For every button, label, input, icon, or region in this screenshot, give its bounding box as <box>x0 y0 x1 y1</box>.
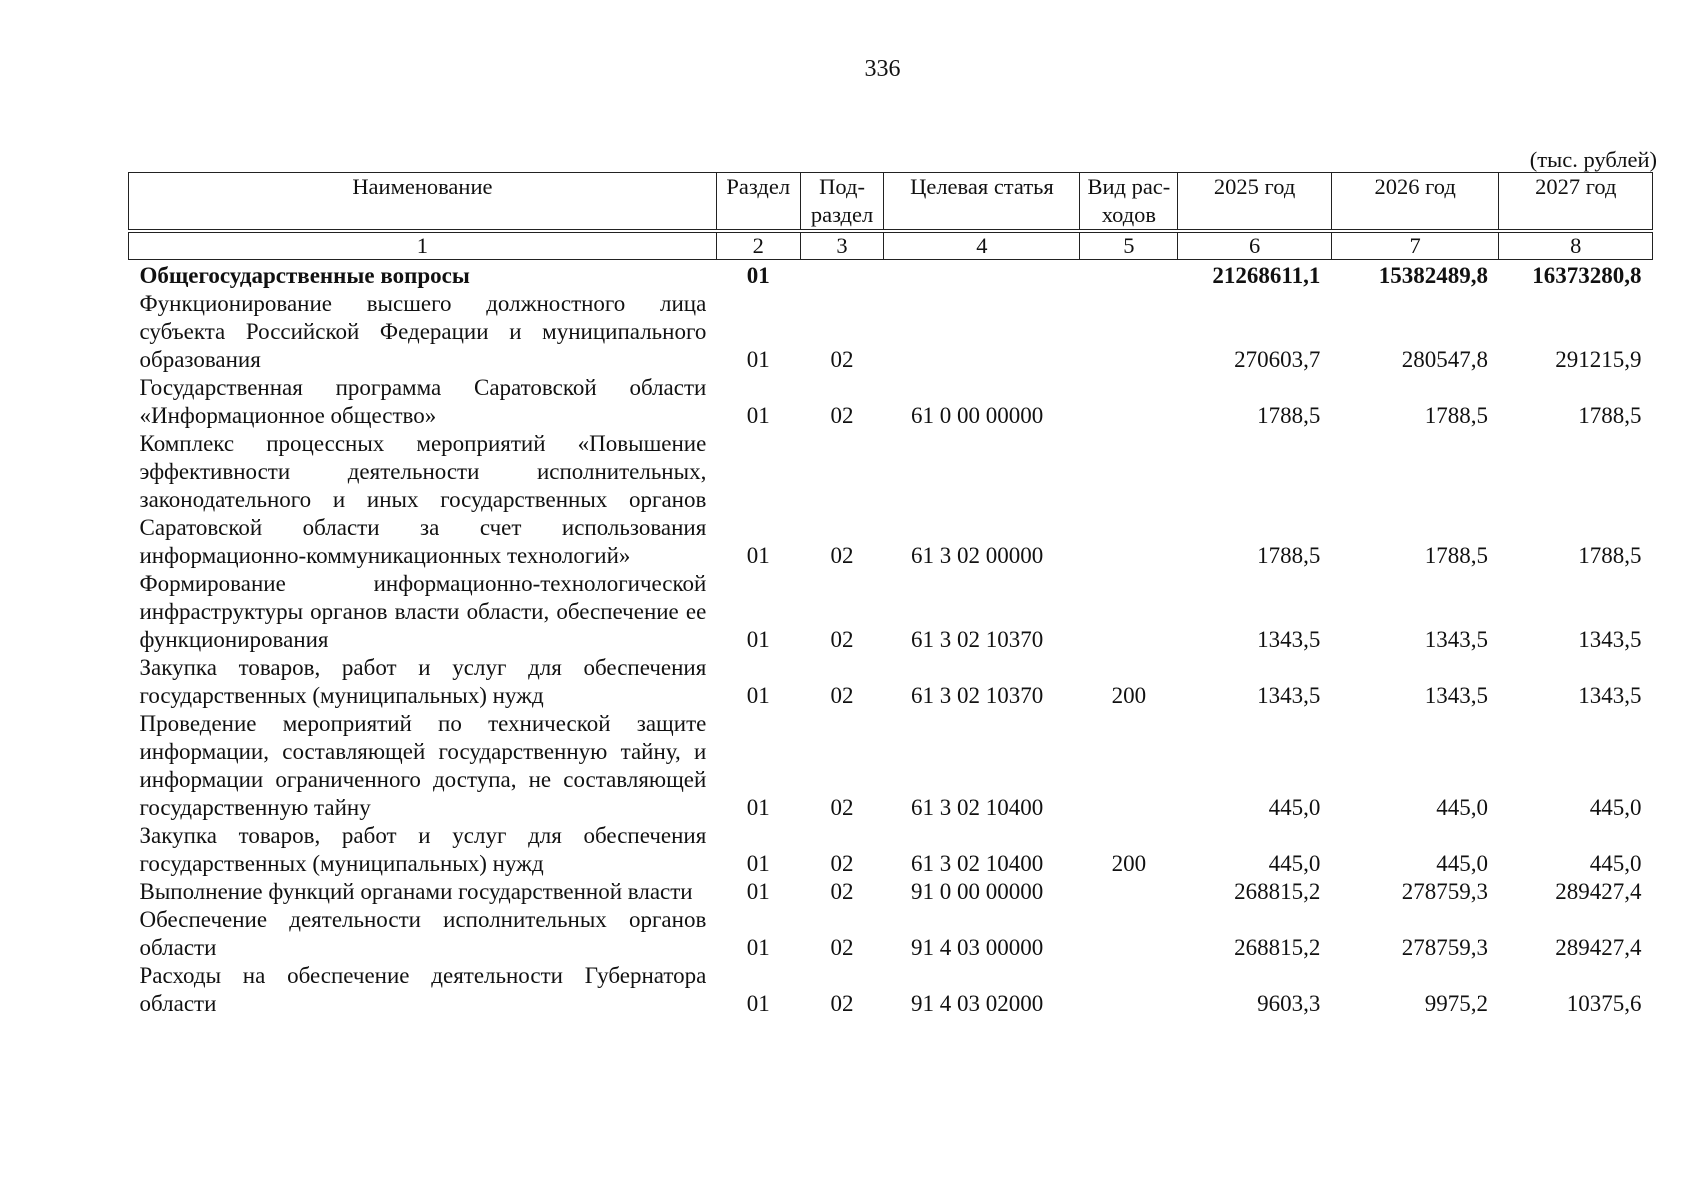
col-number: 2 <box>716 231 800 260</box>
budget-table <box>128 172 1653 1018</box>
row-value-2025: 1788,5 <box>1257 403 1321 428</box>
row-value-2027: 1343,5 <box>1578 627 1642 652</box>
row-target: 61 3 02 10400 <box>910 795 1044 820</box>
col-number: 3 <box>800 231 884 260</box>
row-value-2026: 445,0 <box>1436 795 1488 820</box>
row-name: Закупка товаров, работ и услуг для обеспечения государственных (муниципальных) нужд <box>139 655 707 708</box>
row-section: 01 <box>746 403 770 428</box>
row-section: 01 <box>746 991 770 1016</box>
row-value-2025: 1343,5 <box>1257 683 1321 708</box>
row-value-2026: 278759,3 <box>1401 935 1488 960</box>
row-target <box>884 260 1080 291</box>
row-subsection: 02 <box>830 543 854 568</box>
row-subsection: 02 <box>830 347 854 372</box>
row-expense-type <box>1080 374 1178 430</box>
column-number-row <box>129 231 1653 260</box>
row-name: Государственная программа Саратовской области «Информационное общество» <box>139 375 707 428</box>
row-name: Обеспечение деятельности исполнительных органов области <box>139 907 707 960</box>
row-value-2026: 1788,5 <box>1424 403 1488 428</box>
row-value-2026: 15382489,8 <box>1378 263 1488 288</box>
col-number: 7 <box>1331 231 1499 260</box>
col-number: 8 <box>1499 231 1653 260</box>
header-2027: 2027 год <box>1499 173 1653 232</box>
table-header-row <box>129 173 1653 232</box>
row-subsection: 02 <box>830 851 854 876</box>
row-target: 61 0 00 00000 <box>910 403 1044 428</box>
row-value-2025: 1788,5 <box>1257 543 1321 568</box>
row-target <box>884 290 1080 374</box>
row-value-2027: 1788,5 <box>1578 543 1642 568</box>
row-value-2026: 1343,5 <box>1424 683 1488 708</box>
row-name: Проведение мероприятий по технической защите информации, составляющей государственную тайну, и информации ограниченного доступа, не составляющей государственную тайну <box>139 711 707 820</box>
row-section: 01 <box>746 627 770 652</box>
row-expense-type <box>1080 570 1178 654</box>
row-expense-type <box>1080 710 1178 822</box>
row-subsection: 02 <box>830 935 854 960</box>
row-value-2025: 1343,5 <box>1257 627 1321 652</box>
row-section: 01 <box>746 851 770 876</box>
table-row <box>129 710 1653 822</box>
row-value-2025: 268815,2 <box>1234 935 1321 960</box>
header-type-line2: ходов <box>1101 202 1157 227</box>
row-value-2027: 291215,9 <box>1555 347 1642 372</box>
row-value-2025: 445,0 <box>1268 851 1321 876</box>
row-section: 01 <box>746 683 770 708</box>
row-subsection: 02 <box>830 991 854 1016</box>
row-section: 01 <box>746 935 770 960</box>
row-expense-type: 200 <box>1111 851 1147 876</box>
table-row <box>129 878 1653 906</box>
header-type-line1: Вид рас- <box>1087 174 1171 199</box>
row-value-2027: 10375,6 <box>1566 991 1642 1016</box>
header-subsection-line2: раздел <box>810 202 874 227</box>
row-name: Комплекс процессных мероприятий «Повышение эффективности деятельности исполнительных, законодательного и иных государственных органов Саратовской области за счет использования информационно-коммуникационных технологий» <box>139 431 707 568</box>
row-value-2027: 16373280,8 <box>1532 263 1642 288</box>
row-value-2027: 1343,5 <box>1578 683 1642 708</box>
row-target: 61 3 02 10400 <box>910 851 1044 876</box>
row-value-2025: 270603,7 <box>1234 347 1321 372</box>
row-value-2026: 1788,5 <box>1424 543 1488 568</box>
col-number: 5 <box>1080 231 1178 260</box>
row-name: Расходы на обеспечение деятельности Губернатора области <box>139 963 707 1016</box>
row-value-2026: 278759,3 <box>1401 879 1488 904</box>
header-section: Раздел <box>716 173 800 232</box>
row-subsection: 02 <box>830 403 854 428</box>
row-expense-type <box>1080 906 1178 962</box>
table-row <box>129 374 1653 430</box>
row-expense-type <box>1080 290 1178 374</box>
header-subsection-line1: Под- <box>819 174 865 199</box>
row-subsection: 02 <box>830 879 854 904</box>
row-subsection: 02 <box>830 795 854 820</box>
row-value-2026: 1343,5 <box>1424 627 1488 652</box>
table-row <box>129 290 1653 374</box>
row-expense-type <box>1080 260 1178 291</box>
row-target: 61 3 02 10370 <box>910 627 1044 652</box>
table-row <box>129 570 1653 654</box>
row-value-2025: 445,0 <box>1268 795 1321 820</box>
units-note: (тыс. рублей) <box>1529 147 1657 172</box>
row-expense-type <box>1080 430 1178 570</box>
row-target: 61 3 02 10370 <box>910 683 1044 708</box>
row-expense-type <box>1080 962 1178 1018</box>
row-expense-type <box>1080 878 1178 906</box>
header-subsection <box>800 173 884 232</box>
header-2026: 2026 год <box>1331 173 1499 232</box>
col-number: 1 <box>129 231 717 260</box>
row-section: 01 <box>746 543 770 568</box>
table-row <box>129 654 1653 710</box>
header-expense-type <box>1080 173 1178 232</box>
row-target: 91 0 00 00000 <box>910 879 1044 904</box>
row-section: 01 <box>746 795 770 820</box>
header-2025: 2025 год <box>1178 173 1331 232</box>
row-target: 91 4 03 00000 <box>910 935 1044 960</box>
row-value-2027: 1788,5 <box>1578 403 1642 428</box>
row-value-2025: 21268611,1 <box>1212 263 1321 288</box>
row-target: 61 3 02 00000 <box>910 543 1044 568</box>
table-row <box>129 822 1653 878</box>
row-value-2026: 9975,2 <box>1424 991 1488 1016</box>
header-name: Наименование <box>129 173 717 232</box>
row-subsection <box>800 260 884 291</box>
row-subsection: 02 <box>830 627 854 652</box>
col-number: 4 <box>884 231 1080 260</box>
row-name: Выполнение функций органами государственной власти <box>139 879 693 904</box>
row-section: 01 <box>746 347 770 372</box>
row-name: Формирование информационно-технологической инфраструктуры органов власти области, обеспечение ее функционирования <box>139 571 707 652</box>
row-subsection: 02 <box>830 683 854 708</box>
row-name: Общегосударственные вопросы <box>139 263 470 288</box>
row-value-2025: 268815,2 <box>1234 879 1321 904</box>
row-value-2025: 9603,3 <box>1257 991 1321 1016</box>
table-row <box>129 906 1653 962</box>
row-value-2027: 445,0 <box>1589 795 1642 820</box>
table-row <box>129 430 1653 570</box>
row-section: 01 <box>746 263 770 288</box>
table-row <box>129 260 1653 291</box>
table-row <box>129 962 1653 1018</box>
col-number: 6 <box>1178 231 1331 260</box>
header-target: Целевая статья <box>884 173 1080 232</box>
row-name: Функционирование высшего должностного лица субъекта Российской Федерации и муниципального образования <box>139 291 707 372</box>
row-expense-type: 200 <box>1111 683 1147 708</box>
row-value-2027: 445,0 <box>1589 851 1642 876</box>
row-value-2026: 445,0 <box>1436 851 1488 876</box>
row-value-2027: 289427,4 <box>1555 879 1642 904</box>
row-value-2026: 280547,8 <box>1401 347 1488 372</box>
row-target: 91 4 03 02000 <box>910 991 1044 1016</box>
row-value-2027: 289427,4 <box>1555 935 1642 960</box>
row-section: 01 <box>746 879 770 904</box>
row-name: Закупка товаров, работ и услуг для обеспечения государственных (муниципальных) нужд <box>139 823 707 876</box>
page-number: 336 <box>864 56 901 82</box>
